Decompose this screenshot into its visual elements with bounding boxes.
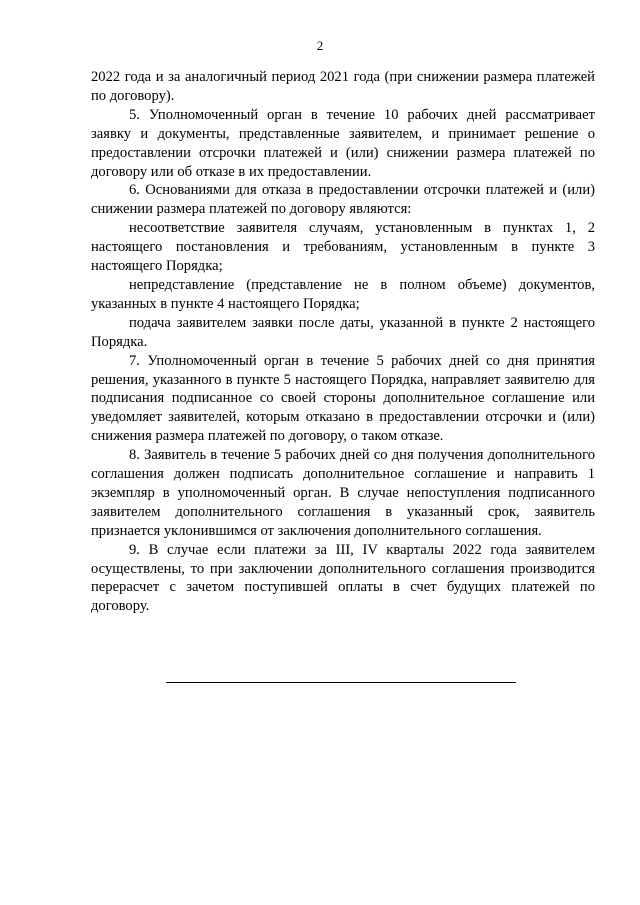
paragraph-item-9: 9. В случае если платежи за III, IV кварталы 2022 года заявителем осуществлены, то при заключении дополнительного соглашения производится перерасчет с зачетом поступившей оплаты в счет будущих платежей по договору.	[91, 541, 595, 615]
paragraph-item-6: 6. Основаниями для отказа в предоставлении отсрочки платежей и (или) снижении размера платежей по договору являются:	[91, 182, 595, 218]
paragraph-ground-1: несоответствие заявителя случаям, установленным в пунктах 1, 2 настоящего постановления и требованиям, установленным в пункте 3 настоящего Порядка;	[91, 220, 595, 275]
end-separator-line	[166, 682, 516, 683]
paragraph-item-8: 8. Заявитель в течение 5 рабочих дней со дня получения дополнительного соглашения должен подписать дополнительное соглашение и направить 1 экземпляр в уполномоченный орган. В случае непоступления подписанного заявителем дополнительного соглашения в указанный срок, заявитель признается уклонившимся от заключения дополнительного соглашения.	[91, 447, 595, 539]
document-body	[91, 68, 595, 616]
paragraph-continuation: 2022 года и за аналогичный период 2021 года (при снижении размера платежей по договору).	[91, 69, 595, 104]
paragraph-ground-2: непредставление (представление не в полном объеме) документов, указанных в пункте 4 настоящего Порядка;	[91, 276, 595, 312]
paragraph-item-7: 7. Уполномоченный орган в течение 5 рабочих дней со дня принятия решения, указанного в пункте 5 настоящего Порядка, направляет заявителю для подписания подписанное со своей стороны дополнительное соглашение или уведомляет заявителей, которым отказано в предоставлении отсрочки и (или) снижения размера платежей по договору, о таком отказе.	[91, 352, 595, 445]
page-number: 2	[316, 38, 324, 53]
paragraph-ground-3: подача заявителем заявки после даты, указанной в пункте 2 настоящего Порядка.	[91, 314, 595, 350]
paragraph-item-5: 5. Уполномоченный орган в течение 10 рабочих дней рассматривает заявку и документы, представленные заявителем, и принимает решение о предоставлении отсрочки платежей и (или) снижении размера платежей по договору или об отказе в их предоставлении.	[91, 106, 595, 180]
